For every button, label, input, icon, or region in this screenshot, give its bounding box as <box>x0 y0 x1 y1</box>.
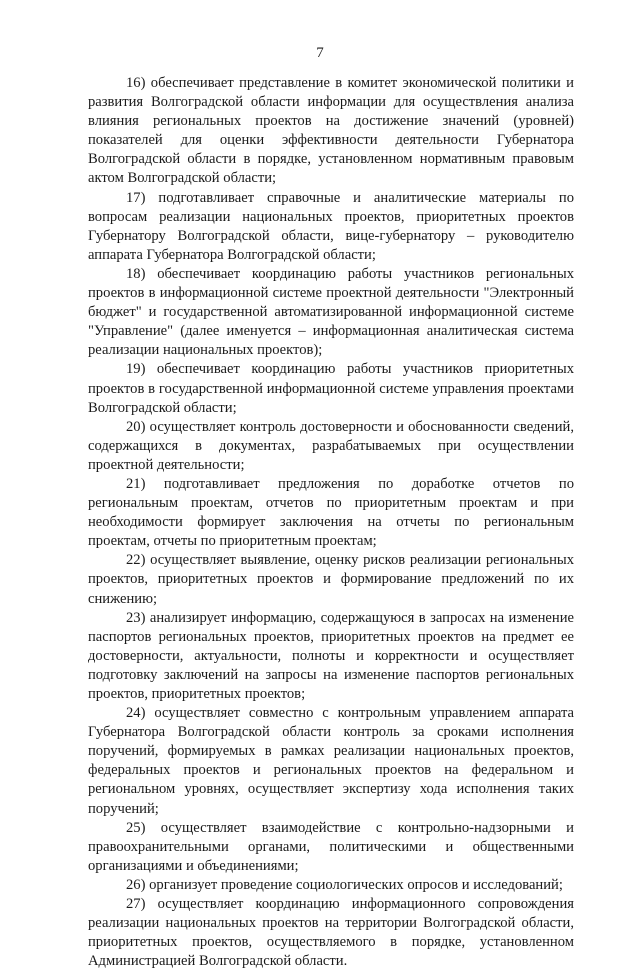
paragraph-item-17: 17) подготавливает справочные и аналитические материалы по вопросам реализации национальных проектов, приоритетных проектов Губернатору Волгоградской области, вице-губернатору – руководителю аппарата Губернатора Волгоградской области; <box>88 189 574 263</box>
paragraph-item-18: 18) обеспечивает координацию работы участников региональных проектов в информационной системе проектной деятельности "Электронный бюджет" и государственной автоматизированной информационной системе "Управление" (далее именуется – информационная аналитическая система реализации национальных проектов); <box>88 265 574 359</box>
paragraph-item-16: 16) обеспечивает представление в комитет экономической политики и развития Волгоградской области информации для осуществления анализа влияния региональных проектов на достижение значений (уровней) показателей для оценки эффективности деятельности Губернатора Волгоградской области в порядке, установленном нормативным правовым актом Волгоградской области; <box>88 75 574 187</box>
paragraph-item-25: 25) осуществляет взаимодействие с контрольно-надзорными и правоохранительными органами, политическими и общественными организациями и объединениями; <box>88 819 574 874</box>
paragraph-item-22: 22) осуществляет выявление, оценку рисков реализации региональных проектов, приоритетных проектов и формирование предложений по их снижению; <box>88 552 574 607</box>
paragraph-item-21: 21) подготавливает предложения по доработке отчетов по региональным проектам, отчетов по приоритетным проектам и при необходимости формирует заключения на отчеты по региональным проектам, отчеты по приоритетным проектам; <box>88 475 574 550</box>
paragraph-item-24: 24) осуществляет совместно с контрольным управлением аппарата Губернатора Волгоградской области контроль за сроками исполнения поручений, формируемых в рамках реализации национальных проектов, федеральных проектов и региональных проектов на федеральном и региональном уровнях, осуществляет экспертизу хода исполнения таких поручений; <box>88 705 574 817</box>
page-number: 7 <box>316 45 324 61</box>
paragraph-item-20: 20) осуществляет контроль достоверности и обоснованности сведений, содержащихся в документах, разрабатываемых при осуществлении проектной деятельности; <box>88 418 574 473</box>
paragraph-item-19: 19) обеспечивает координацию работы участников приоритетных проектов в государственной информационной системе управления проектами Волгоградской области; <box>88 361 574 416</box>
paragraph-item-26: 26) организует проведение социологических опросов и исследований; <box>126 876 563 893</box>
paragraph-item-27: 27) осуществляет координацию информационного сопровождения реализации национальных проектов на территории Волгоградской области, приоритетных проектов, осуществляемого в порядке, установленном Администрацией Волгоградской области. <box>88 896 574 970</box>
document-body <box>88 74 574 971</box>
paragraph-item-23: 23) анализирует информацию, содержащуюся в запросах на изменение паспортов региональных проектов, приоритетных проектов на предмет ее достоверности, актуальности, полноты и корректности и осуществляет подготовку заключений на запросы на изменение паспортов региональных проектов, приоритетных проектов; <box>88 609 574 702</box>
